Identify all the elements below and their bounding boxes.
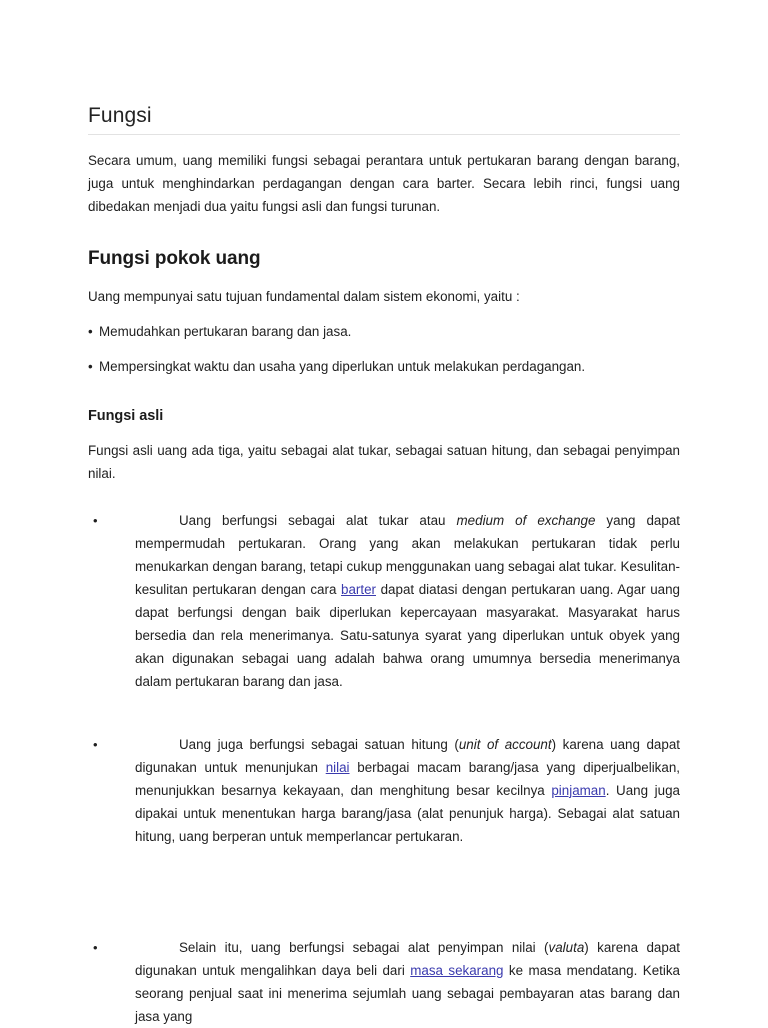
hyperlink-nilai[interactable]: nilai (325, 759, 350, 775)
bullet-paragraph-text (135, 509, 680, 693)
bullet-paragraph-text (135, 936, 680, 1028)
bullet-dot-icon: • (88, 323, 93, 339)
list-item (88, 320, 680, 343)
italic-term-valuta: valuta (548, 939, 585, 955)
list-item-label: Memudahkan pertukaran barang dan jasa. (99, 323, 352, 339)
bullet-dot-icon: • (93, 736, 98, 752)
hyperlink-barter[interactable]: barter (341, 581, 376, 597)
hyperlink-masa-sekarang[interactable]: masa sekarang (410, 962, 504, 978)
bullet-paragraph-alat-tukar (88, 509, 680, 693)
text-run: Selain itu, uang berfungsi sebagai alat penyimpan nilai ( (179, 939, 549, 955)
bullet-dot-icon: • (93, 939, 98, 955)
text-run: ke masa mendatang. Ketika seorang penjual saat ini menerima sejumlah uang sebagai pembayaran atas barang dan jasa yang (135, 962, 680, 1024)
bullet-dot-icon: • (88, 358, 93, 374)
text-run: ) karena uang dapat digunakan untuk menunjukan (135, 736, 680, 775)
text-run: Uang berfungsi sebagai alat tukar atau (179, 512, 457, 528)
text-run: berbagai macam barang/jasa yang diperjualbelikan, menunjukkan besarnya kekayaan, dan menghitung besar kecilnya (135, 759, 680, 798)
bullet-paragraph-penyimpan-nilai (88, 936, 680, 1028)
text-run: . Uang juga dipakai untuk menentukan harga barang/jasa (alat penunjuk harga). Sebagai alat satuan hitung, uang berperan untuk memperlancar pertukaran. (135, 782, 680, 844)
section-heading-fungsi-asli: Fungsi asli (88, 407, 164, 424)
fungsi-pokok-lead: Uang mempunyai satu tujuan fundamental dalam sistem ekonomi, yaitu : (88, 288, 520, 304)
bullet-dot-icon: • (93, 512, 98, 528)
document-body (88, 104, 680, 1028)
bullet-paragraph-satuan-hitung (88, 733, 680, 848)
list-item (88, 355, 680, 378)
italic-term-medium-of-exchange: medium of exchange (456, 512, 596, 528)
fungsi-asli-lead: Fungsi asli uang ada tiga, yaitu sebagai alat tukar, sebagai satuan hitung, dan sebagai penyimpan nilai. (88, 442, 680, 481)
text-run: dapat diatasi dengan pertukaran uang. Agar uang dapat berfungsi dengan baik diperlukan kepercayaan masyarakat. Masyarakat harus bersedia dan rela menerimanya. Satu-satunya syarat yang diperlukan untuk obyek yang akan digunakan sebagai uang adalah bahwa orang umumnya bersedia menerimanya dalam pertukaran barang dan jasa. (135, 581, 680, 689)
hyperlink-pinjaman[interactable]: pinjaman (551, 782, 606, 798)
section-heading-fungsi-pokok-uang: Fungsi pokok uang (88, 247, 261, 269)
list-item-label: Mempersingkat waktu dan usaha yang diperlukan untuk melakukan perdagangan. (99, 358, 586, 374)
text-run: Uang juga berfungsi sebagai satuan hitung ( (179, 736, 459, 752)
page-title: Fungsi (88, 104, 680, 135)
text-run: ) karena dapat digunakan untuk mengalihkan daya beli dari (135, 939, 680, 978)
italic-term-unit-of-account: unit of account (458, 736, 552, 752)
bullet-paragraph-text (135, 733, 680, 848)
intro-paragraph: Secara umum, uang memiliki fungsi sebagai perantara untuk pertukaran barang dengan barang, juga untuk menghindarkan perdagangan dengan cara barter. Secara lebih rinci, fungsi uang dibedakan menjadi dua yaitu fungsi asli dan fungsi turunan. (88, 152, 680, 214)
text-run: yang dapat mempermudah pertukaran. Orang yang akan melakukan pertukaran tidak perlu menukarkan dengan barang, tetapi cukup menggunakan uang sebagai alat tukar. Kesulitan-kesulitan pertukaran dengan cara (135, 512, 680, 597)
